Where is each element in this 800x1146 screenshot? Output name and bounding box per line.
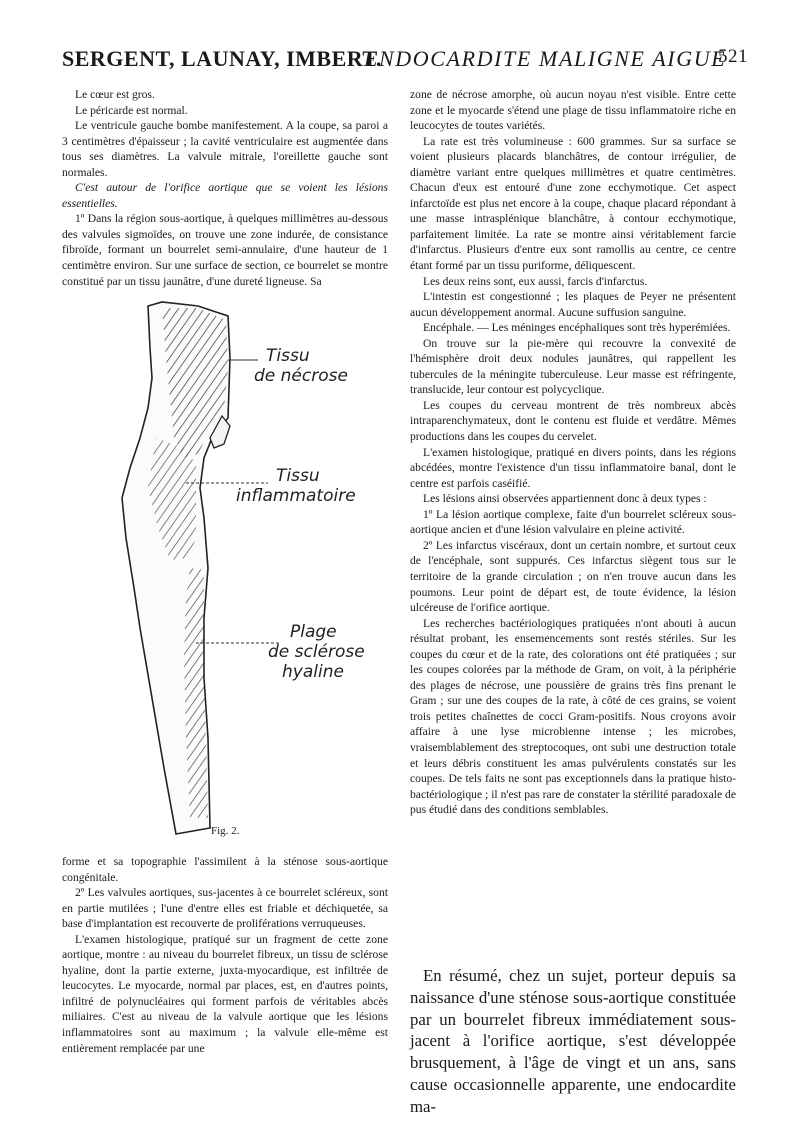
paragraph: 1º La lésion aortique complexe, faite d'un bourrelet scléreux sous-aortique ancien et d'une lésion valvulaire en pleine activité. [410, 507, 736, 537]
paragraph: zone de nécrose amorphe, où aucun noyau n'est visible. Entre cette zone et le myocarde s'étend une plage de tissu inflammatoire riche en leucocytes de toutes variétés. [410, 88, 736, 133]
paragraph: Le ventricule gauche bombe manifestement. A la coupe, sa paroi a 3 centimètres d'épaisseur ; la cavité ventriculaire est augmentée dans tous ses diamètres. La valvule mitrale, l'oreillette gauche sont normales. [62, 119, 388, 179]
paragraph: Encéphale. — Les méninges encéphaliques sont très hyperémiées. [423, 321, 731, 335]
label-tissu-necrose [254, 346, 348, 386]
summary-block [410, 965, 736, 1118]
paragraph: Le cœur est gros. [75, 88, 155, 101]
label-line: de sclérose [268, 642, 365, 662]
label-plage-sclerose [268, 622, 365, 682]
left-column-top [62, 87, 388, 289]
paragraph: Les coupes du cerveau montrent de très nombreux abcès intraparenchymateux, dont le contenu est fluide et verdâtre. Mêmes productions dans les coupes du cervelet. [410, 398, 736, 444]
left-column-bottom [62, 854, 388, 1056]
paragraph: C'est autour de l'orifice aortique que se voient les lésions essentielles. [62, 181, 388, 210]
paragraph: Les lésions ainsi observées appartiennent donc à deux types : [423, 492, 707, 506]
label-line: Plage [290, 622, 337, 642]
summary-paragraph: En résumé, chez un sujet, porteur depuis sa naissance d'une sténose sous-aortique constituée par un bourrelet fibreux immédiatement sous-jacent à l'orifice aortique, s'est développée brusquement, à l'âge de vingt et un ans, sans cause occasionnelle apparente, une endocardite ma- [410, 966, 736, 1116]
label-tissu-inflammatoire [236, 466, 356, 506]
label-line: inflammatoire [236, 486, 356, 506]
paragraph: forme et sa topographie l'assimilent à la sténose sous-aortique congénitale. [62, 855, 388, 884]
running-head [62, 46, 748, 76]
paragraph: 1º Dans la région sous-aortique, à quelques millimètres au-dessous des valvules sigmoïdes, on trouve une zone indurée, de consistance fibroïde, formant un bourrelet semi-annulaire, d'une hauteur de 1 centimètre environ. Sur une surface de section, ce bourrelet se montre constitué par un tissu jaunâtre, d'une dureté ligneuse. Sa [62, 212, 388, 288]
figure-caption: Fig. 2. [211, 825, 240, 837]
label-line: de nécrose [254, 366, 348, 386]
paragraph: 2º Les valvules aortiques, sus-jacentes à ce bourrelet scléreux, sont en partie mutilées ; l'une d'entre elles est friable et déchiquetée, sa base d'implantation est recouverte de proliférations verruqueuses. [62, 886, 388, 931]
label-line: Tissu [266, 346, 310, 366]
paragraph: Le péricarde est normal. [75, 103, 188, 117]
paragraph: Les recherches bactériologiques pratiquées n'ont abouti à aucun résultat probant, les ensemencements sont restés stériles. Sur les coupes du cœur et de la rate, des colorations ont été pratiquées ; sur les coupes colorées par la méthode de Gram, on voit, à la périphérie des plages de nécrose, une poussière de grains très fins prenant le Gram ; sur une des coupes de la rate, à côté de ces grains, se voient trois petites chaînettes de cocci Gram-positifs. Nous croyons avoir affaire à une lyse microbienne intense ; les microbes, vraisemblablement des streptocoques, ont subi une destruction totale et leurs débris constituent les amas pulvérulents constatés sur les coupes. De tels faits ne sont pas exceptionnels dans la pratique histo-bactériologique ; il n'est pas rare de constater la stérilité paradoxale de pus étudié dans des conditions semblables. [410, 616, 736, 817]
paragraph: L'examen histologique, pratiqué en divers points, dans les régions abcédées, montre l'existence d'un tissu inflammatoire banal, dont le centre est parfois caséifié. [410, 445, 736, 490]
label-line: Tissu [276, 466, 320, 486]
label-line: hyaline [282, 662, 344, 682]
running-head-subject: ENDOCARDITE MALIGNE AIGUE [364, 46, 727, 71]
page-number: 521 [718, 46, 748, 67]
running-head-authors: SERGENT, LAUNAY, IMBERT. [62, 46, 382, 71]
paragraph: Les deux reins sont, eux aussi, farcis d'infarctus. [423, 274, 648, 288]
paragraph: 2º Les infarctus viscéraux, dont un certain nombre, et surtout ceux de l'encéphale, sont suppurés. Ces infarctus siègent tous sur le territoire de la grande circulation ; on n'en trouve aucun dans les poumons. Leur point de départ est, de toute évidence, la lésion ulcéreuse de l'orifice aortique. [410, 538, 736, 615]
paragraph: On trouve sur la pie-mère qui recouvre la convexité de l'hémisphère droit deux nodules jaunâtres, qui rappellent les tubercules de la méningite tuberculeuse. Leur masse est réfringente, translucide, leur contour est polycyclique. [410, 336, 736, 397]
paragraph: L'examen histologique, pratiqué sur un fragment de cette zone aortique, montre : au niveau du bourrelet fibreux, un tissu de sclérose hyaline, dont la partie externe, juxta-myocardique, est infiltrée de leucocytes. Le myocarde, normal par places, est, en d'autres points, infiltré de polynucléaires qui forment parfois de véritables abcès miliaires. C'est au niveau de la valvule aortique que les lésions inflammatoires sont au maximum ; la valvule elle-même est entièrement remplacée par une [62, 932, 388, 1055]
paragraph: La rate est très volumineuse : 600 grammes. Sur sa surface se voient plusieurs placards blanchâtres, de contour irrégulier, de diamètre variant entre quelques millimètres et quatre centimètres. Chacun d'eux est entouré d'une zone ecchymotique. Cet aspect infarctoïde est plus net encore à la coupe, chaque placard répondant à une masse intrasplénique blanchâtre, à contour ecchymotique, parfaitement limitée. La rate se montre ainsi véritablement farcie d'infarctus. Plusieurs d'entre eux sont ramollis au centre, ce centre étant formé par un tissu puriforme, déliquescent. [410, 134, 736, 273]
figure-2 [100, 298, 390, 838]
paragraph: L'intestin est congestionné ; les plaques de Peyer ne présentent aucun développement anormal. Aucune suffusion sanguine. [410, 290, 736, 319]
right-column [410, 87, 736, 818]
